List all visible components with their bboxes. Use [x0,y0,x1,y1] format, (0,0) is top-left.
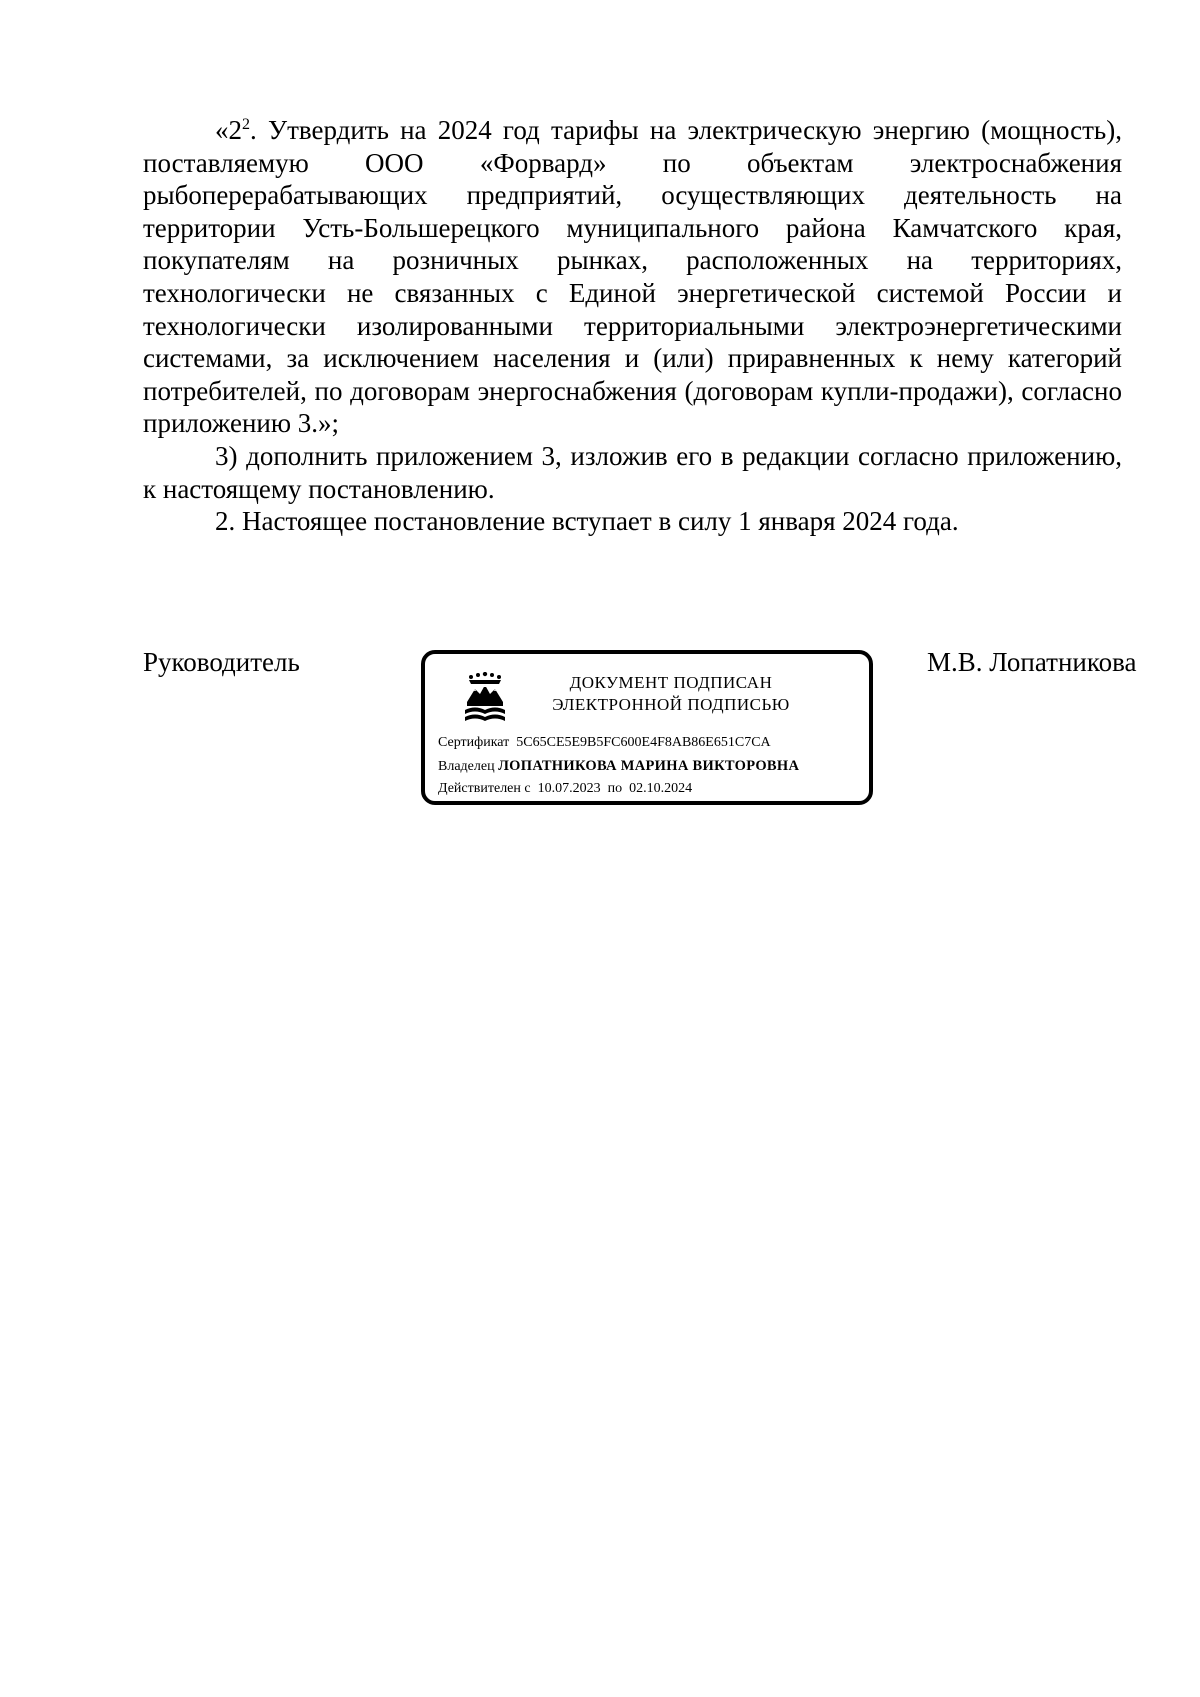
stamp-owner-line [438,757,799,776]
stamp-certificate-line [438,734,771,752]
owner-label: Владелец [438,759,495,774]
paragraph-text: . Утвердить на 2024 год тарифы на электрическую энергию (мощность), поставляемую ООО «Форвард» по объектам электроснабжения рыбоперерабатывающих предприятий, осуществляющих деятельность на территории Усть-Большерецкого муниципального района Камчатского края, покупателям на розничных рынках, расположенных на территориях, технологически не связанных с Единой энергетической системой России и технологически изолированными территориальными электроэнергетическими системами, за исключением населения и (или) приравненных к нему категорий потребителей, по договорам энергоснабжения (договорам купли-продажи), согласно приложению 3.»; [143,115,1122,439]
valid-from-date: 10.07.2023 [537,781,601,796]
paragraph-effective-date: 2. Настоящее постановление вступает в силу 1 января 2024 года. [215,506,959,537]
signer-role: Руководитель [143,647,300,677]
certificate-label: Сертификат [438,735,510,750]
paragraph-superscript: 2 [242,116,250,133]
valid-to-date: 02.10.2024 [629,781,693,796]
stamp-header [521,672,821,716]
paragraph-tariff-approval [143,114,1122,440]
kamchatka-coat-of-arms-icon [461,672,509,726]
certificate-value: 5C65CE5E9B5FC600E4F8AB86E651C7CA [516,735,771,750]
electronic-signature-stamp [421,650,873,805]
valid-from-label: Действителен с [438,781,531,796]
valid-to-label: по [607,781,623,796]
owner-value: ЛОПАТНИКОВА МАРИНА ВИКТОРОВНА [498,758,800,774]
stamp-header-line1: ДОКУМЕНТ ПОДПИСАН [569,673,773,692]
stamp-header-line2: ЭЛЕКТРОННОЙ ПОДПИСЬЮ [552,695,790,714]
paragraph-prefix: «2 [215,115,242,145]
signer-name: М.В. Лопатникова [927,647,1137,677]
paragraph-appendix: 3) дополнить приложением 3, изложив его в редакции согласно приложению, к настоящему постановлению. [143,440,1122,504]
stamp-validity-line [438,780,692,798]
document-body [143,114,1122,538]
